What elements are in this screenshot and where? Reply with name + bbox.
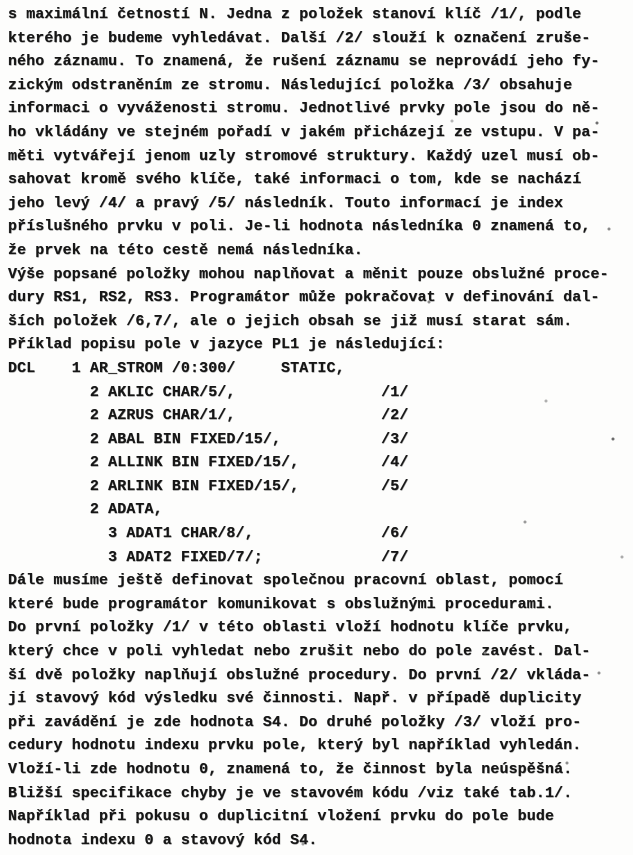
text-line: příslušného prvku v poli. Je-li hodnota následníka 0 znamená to, bbox=[8, 218, 591, 236]
text-line: Do první položky /1/ v této oblasti vloží hodnotu klíče prvku, bbox=[8, 619, 573, 637]
text-line: 2 ALLINK BIN FIXED/15/, /4/ bbox=[8, 454, 409, 472]
text-line: při zavádění je zde hodnota S4. Do druhé položky /3/ vloží pro- bbox=[8, 713, 582, 731]
text-line: kterého je budeme vyhledávat. Další /2/ slouží k označení zruše- bbox=[8, 29, 591, 47]
text-line: 3 ADAT1 CHAR/8/, /6/ bbox=[8, 525, 409, 543]
text-line: měti vytvářejí jenom uzly stromové struktury. Každý uzel musí ob- bbox=[8, 147, 600, 165]
text-line: hodnota indexu 0 a stavový kód S4. bbox=[8, 831, 318, 849]
text-line: Bližší specifikace chyby je ve stavovém kódu /viz také tab.1/. bbox=[8, 784, 573, 802]
scan-noise bbox=[0, 0, 2, 2]
text-line: s maximální četností N. Jedna z položek stanoví klíč /1/, podle bbox=[8, 6, 582, 23]
text-line: informaci o vyváženosti stromu. Jednotlivé prvky pole jsou do ně- bbox=[8, 100, 600, 118]
text-body bbox=[8, 3, 629, 852]
text-line: 2 ARLINK BIN FIXED/15/, /5/ bbox=[8, 477, 409, 495]
text-line: 2 ABAL BIN FIXED/15/, /3/ bbox=[8, 430, 409, 448]
text-line: dury RS1, RS2, RS3. Programátor může pokračovat v definování dal- bbox=[8, 289, 600, 307]
text-line: Dále musíme ještě definovat společnou pracovní oblast, pomocí bbox=[8, 572, 564, 590]
text-line: které bude programátor komunikovat s obslužnými procedurami. bbox=[8, 595, 555, 613]
text-line: ších položek /6,7/, ale o jejich obsah se již musí starat sám. bbox=[8, 312, 573, 330]
text-line: zickým odstraněním ze stromu. Následující položka /3/ obsahuje bbox=[8, 76, 573, 94]
text-line: 2 AKLIC CHAR/5/, /1/ bbox=[8, 383, 409, 401]
text-line: 2 ADATA, bbox=[8, 501, 163, 519]
text-line: 3 ADAT2 FIXED/7/; /7/ bbox=[8, 548, 409, 566]
text-line: sahovat kromě svého klíče, také informaci o tom, kde se nachází bbox=[8, 171, 582, 189]
text-line: ho vkládány ve stejném pořadí v jakém přicházejí ze vstupu. V pa- bbox=[8, 123, 600, 141]
text-line: Výše popsané položky mohou naplňovat a měnit pouze obslužné proce- bbox=[8, 265, 609, 283]
text-line: Vloží-li zde hodnotu 0, znamená to, že činnost byla neúspěšná. bbox=[8, 761, 573, 778]
text-line: ného záznamu. To znamená, že rušení záznamu se neprovádí jeho fy- bbox=[8, 53, 600, 71]
text-line: 2 AZRUS CHAR/1/, /2/ bbox=[8, 407, 409, 425]
text-line: Například při pokusu o duplicitní vložení prvku do pole bude bbox=[8, 808, 555, 826]
text-line: jí stavový kód výsledku své činnosti. Např. v případě duplicity bbox=[8, 690, 582, 708]
text-line: DCL 1 AR_STROM /0:300/ STATIC, bbox=[8, 359, 345, 377]
text-line: že prvek na této cestě nemá následníka. bbox=[8, 241, 363, 259]
text-line: Příklad popisu pole v jazyce PL1 je následující: bbox=[8, 336, 445, 354]
text-line: jeho levý /4/ a pravý /5/ následník. Touto informací je index bbox=[8, 194, 564, 212]
text-line: který chce v poli vyhledat nebo zrušit nebo do pole zavést. Dal- bbox=[8, 643, 591, 661]
text-line: ší dvě položky naplňují obslužné procedury. Do první /2/ vkláda- bbox=[8, 666, 591, 684]
text-line: cedury hodnotu indexu prvku pole, který byl například vyhledán. bbox=[8, 737, 582, 755]
